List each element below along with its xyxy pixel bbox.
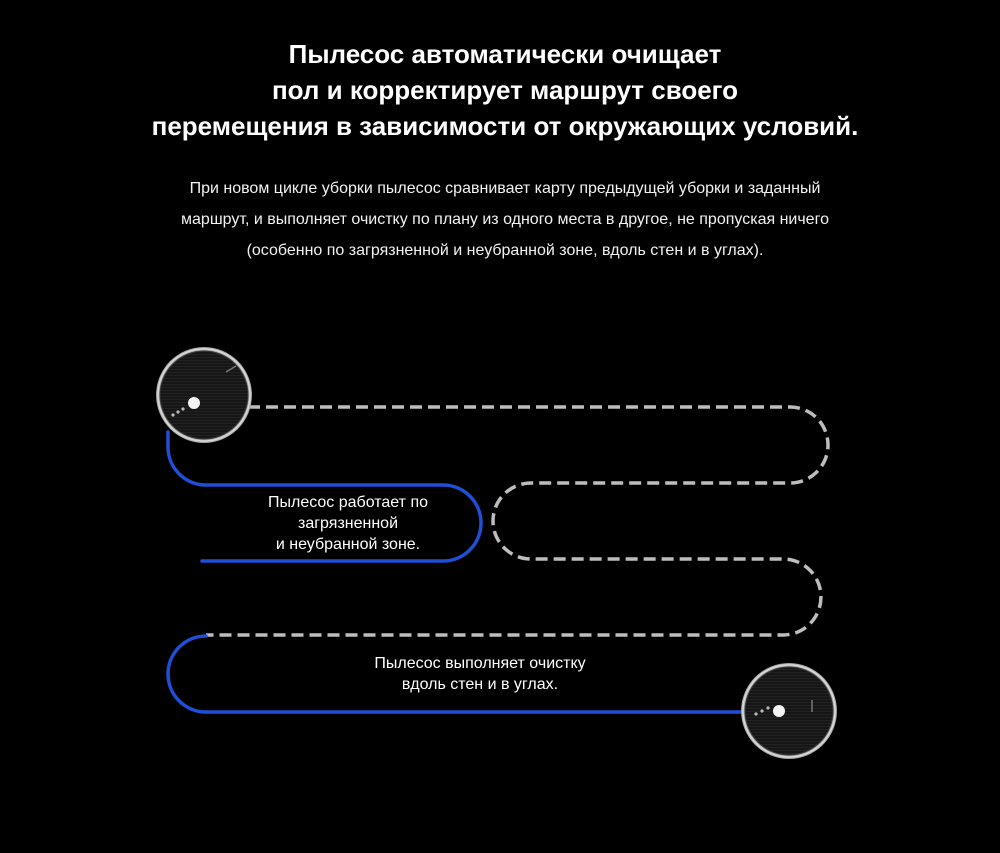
description-line-2: маршрут, и выполняет очистку по плану из одного места в другое, не пропуская ничего [181, 211, 829, 228]
robot-vacuum-end-icon [741, 663, 837, 759]
caption-dirty-line-2: загрязненной [297, 515, 399, 532]
caption-dirty-zone [218, 492, 478, 555]
description-line-1: При новом цикле уборки пылесос сравнивает карту предыдущей уборки и заданный [189, 180, 821, 197]
headline-line-1: Пылесос автоматически очищает [288, 39, 722, 69]
description-line-3: (особенно по загрязненной и неубранной зоне, вдоль стен и в углах). [246, 242, 764, 259]
caption-walls-line-1: Пылесос выполняет очистку [374, 655, 586, 672]
caption-walls-line-2: вдоль стен и в углах. [401, 676, 559, 693]
headline-line-3: перемещения в зависимости от окружающих условий. [151, 111, 859, 141]
caption-dirty-line-1: Пылесос работает по [267, 494, 428, 511]
caption-walls-corners [330, 653, 630, 695]
caption-dirty-line-3: и неубранной зоне. [275, 536, 421, 553]
headline-line-2: пол и корректирует маршрут своего [271, 75, 739, 105]
robot-vacuum-start-icon [156, 347, 252, 443]
